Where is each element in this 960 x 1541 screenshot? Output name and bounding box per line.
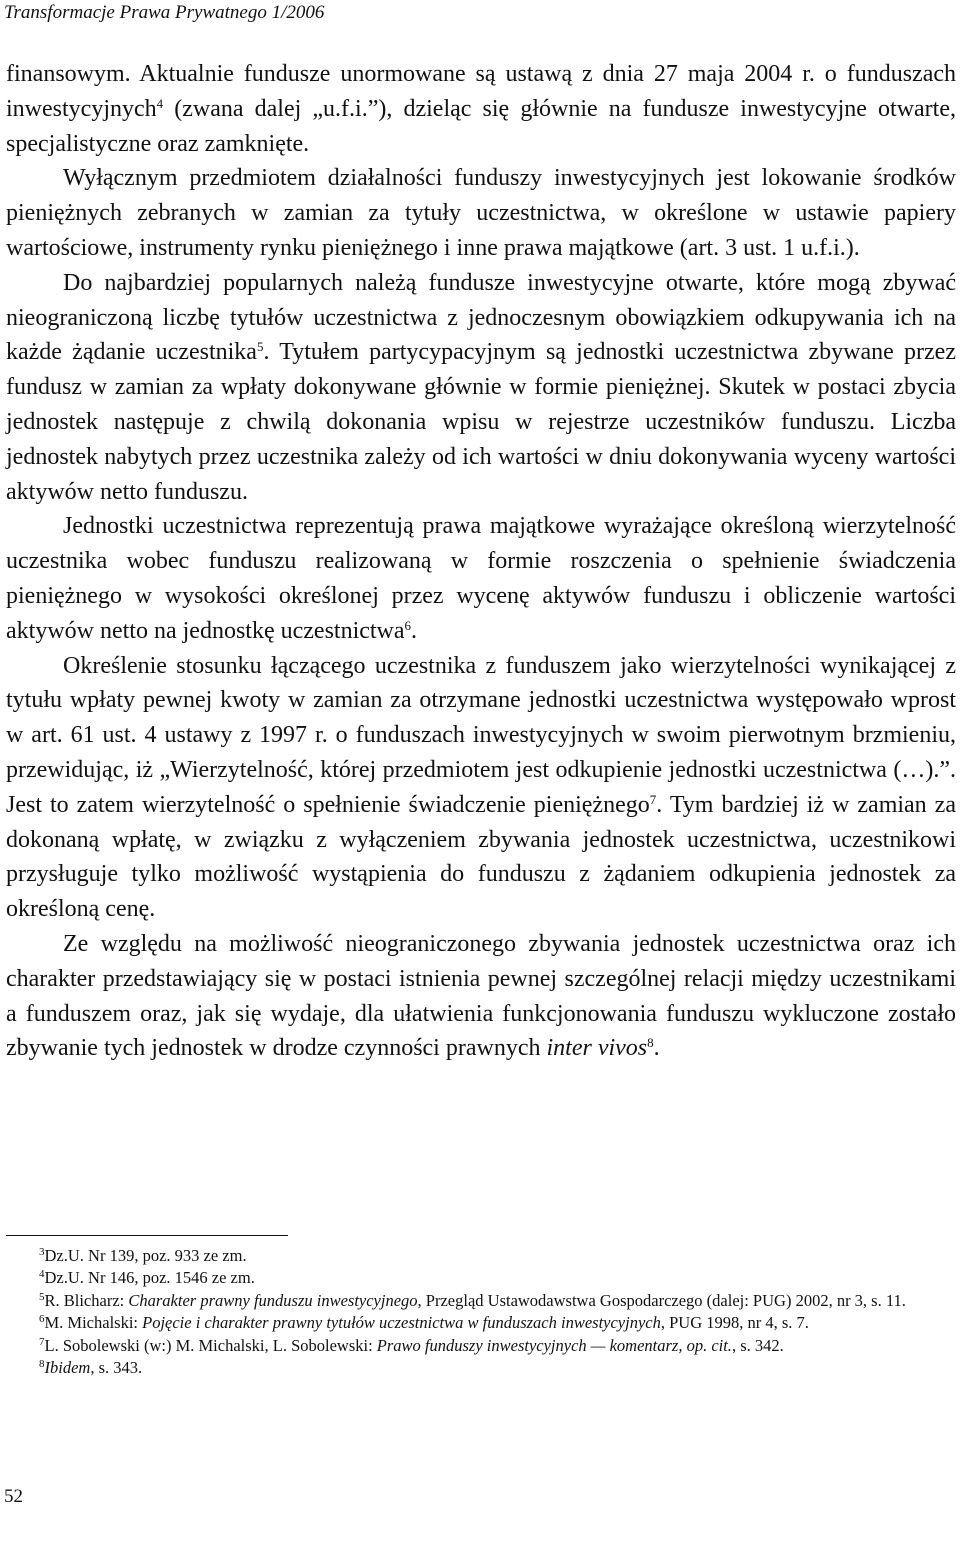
footnote-5: $^5$R. Blicharz: Charakter prawny funduszu inwestycyjnego, Przegląd Ustawodawstwa Gospodarczego (dalej: PUG) 2002, nr 3, s. 11. [39,1290,906,1310]
footnote-4: $^4$Dz.U. Nr 146, poz. 1546 ze zm. [39,1268,255,1288]
footnote-6: $^6$M. Michalski: Pojęcie i charakter prawny tytułów uczestnictwa w funduszach inwestycyjnych, PUG 1998, nr 4, s. 7. [39,1313,809,1333]
footnote-7: $^7$L. Sobolewski (w:) M. Michalski, L. Sobolewski: Prawo funduszy inwestycyjnych — komentarz, op. cit., s. 342. [39,1335,784,1355]
footnote-ref-4: 4 [156,95,164,111]
paragraph-1: finansowym. Aktualnie fundusze unormowane są ustawą z dnia 27 maja 2004 r. o funduszach inwestycyjnych$^4$ (zwana dalej „u.f.i.”), dzieląc się głównie na fundusze inwestycyjne otwarte, specjalistyczne oraz zamknięte. [6,61,956,157]
footnote-ref-5: 5 [256,339,264,355]
footnote-3: $^3$Dz.U. Nr 139, poz. 933 ze zm. [39,1246,247,1265]
running-header: Transformacje Prawa Prywatnego 1/2006 [4,2,325,23]
page-number: 52 [4,1486,23,1507]
footnotes [6,1245,956,1379]
paragraph-2: Wyłącznym przedmiotem działalności funduszy inwestycyjnych jest lokowanie środków pieniężnych zebranych w zamian za tytuły uczestnictwa, w określone w ustawie papiery wartościowe, instrumenty rynku pieniężnego i inne prawa majątkowe (art. 3 ust. 1 u.f.i.). [6,165,956,261]
footnote-8: $^8$Ibidem, s. 343. [39,1358,143,1378]
paragraph-3: Do najbardziej popularnych należą fundusze inwestycyjne otwarte, które mogą zbywać nieograniczoną liczbę tytułów uczestnictwa z jednoczesnym obowiązkiem odkupywania ich na każde żądanie uczestnika$^5$. Tytułem partycypacyjnym są jednostki uczestnictwa zbywane przez fundusz w zamian za wpłaty dokonywane głównie w formie pieniężnej. Skutek w postaci zbycia jednostek następuje z chwilą dokonania wpisu w rejestrze uczestników funduszu. Liczba jednostek nabytych przez uczestnika zależy od ich wartości w dniu dokonywania wyceny wartości aktywów netto funduszu. [6,269,956,505]
footnote-ref-8: 8 [647,1035,654,1051]
paragraph-4: Jednostki uczestnictwa reprezentują prawa majątkowe wyrażające określoną wierzytelność uczestnika wobec funduszu realizowaną w formie roszczenia o spełnienie świadczenia pieniężnego w wysokości określonej przez wycenę aktywów funduszu i obliczenie wartości aktywów netto na jednostkę uczestnictwa$^6$. [6,513,956,644]
footnote-ref-7: 7 [649,791,657,807]
main-text [6,57,956,1066]
footnote-separator [6,1235,288,1236]
paragraph-5: Określenie stosunku łączącego uczestnika z funduszem jako wierzytelności wynikającej z tytułu wpłaty pewnej kwoty w zamian za otrzymane jednostki uczestnictwa występowało wprost w art. 61 ust. 4 ustawy z 1997 r. o funduszach inwestycyjnych w swoim pierwotnym brzmieniu, przewidując, iż „Wierzytelność, której przedmiotem jest odkupienie jednostki uczestnictwa (…).”. Jest to zatem wierzytelność o spełnienie świadczenie pieniężnego$^7$. Tym bardziej iż w zamian za dokonaną wpłatę, w związku z wyłączeniem zbywania jednostek uczestnictwa, uczestnikowi przysługuje tylko możliwość wystąpienia do funduszu z żądaniem odkupienia jednostek za określoną cenę. [6,652,956,923]
footnote-ref-6: 6 [404,617,412,633]
paragraph-6: Ze względu na możliwość nieograniczonego zbywania jednostek uczestnictwa oraz ich charakter przedstawiający się w postaci istnienia pewnej szczególnej relacji między uczestnikami a funduszem oraz, jak się wydaje, dla ułatwienia funkcjonowania funduszu wykluczone zostało zbywanie tych jednostek w drodze czynności prawnych inter vivos$^8$. [6,930,956,1062]
